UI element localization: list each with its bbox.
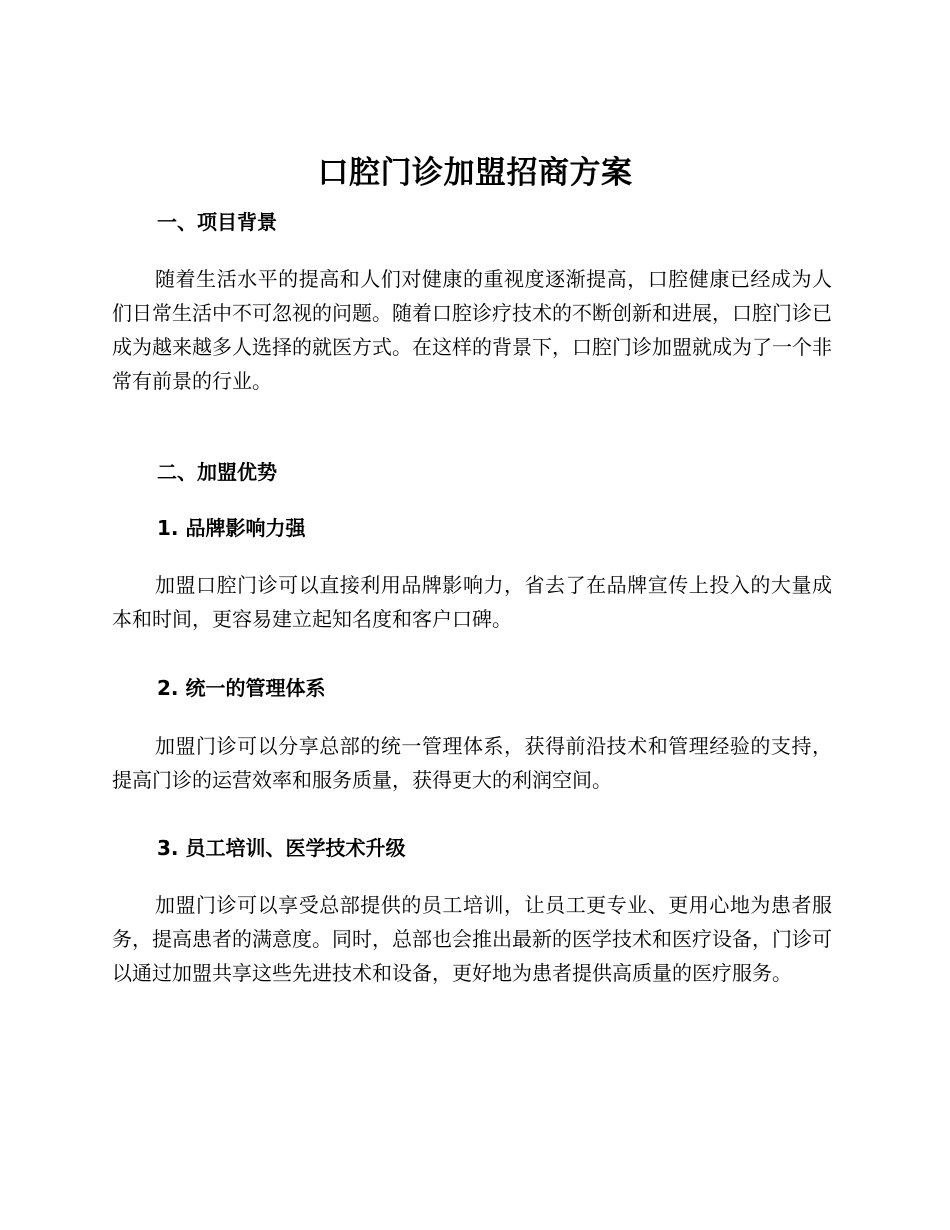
paragraph-brand-influence: 加盟口腔门诊可以直接利用品牌影响力，省去了在品牌宣传上投入的大量成本和时间，更容易建立起知名度和客户口碑。 <box>112 573 832 631</box>
paragraph-project-background: 随着生活水平的提高和人们对健康的重视度逐渐提高，口腔健康已经成为人们日常生活中不可忽视的问题。随着口腔诊疗技术的不断创新和进展，口腔门诊已成为越来越多人选择的就医方式。在这样的背景下，口腔门诊加盟就成为了一个非常有前景的行业。 <box>112 267 832 393</box>
subheading-brand-influence: 1. 品牌影响力强 <box>157 516 306 540</box>
paragraph-staff-training: 加盟门诊可以享受总部提供的员工培训，让员工更专业、更用心地为患者服务，提高患者的满意度。同时，总部也会推出最新的医学技术和医疗设备，门诊可以通过加盟共享这些先进技术和设备，更好地为患者提供高质量的医疗服务。 <box>112 893 832 985</box>
document-title: 口腔门诊加盟招商方案 <box>317 155 633 191</box>
subheading-unified-management: 2. 统一的管理体系 <box>157 676 326 700</box>
paragraph-unified-management: 加盟门诊可以分享总部的统一管理体系，获得前沿技术和管理经验的支持，提高门诊的运营效率和服务质量，获得更大的利润空间。 <box>112 734 832 792</box>
section-heading-franchise-advantages: 二、加盟优势 <box>157 460 277 484</box>
section-heading-project-background: 一、项目背景 <box>157 210 277 234</box>
subheading-staff-training: 3. 员工培训、医学技术升级 <box>157 836 406 860</box>
